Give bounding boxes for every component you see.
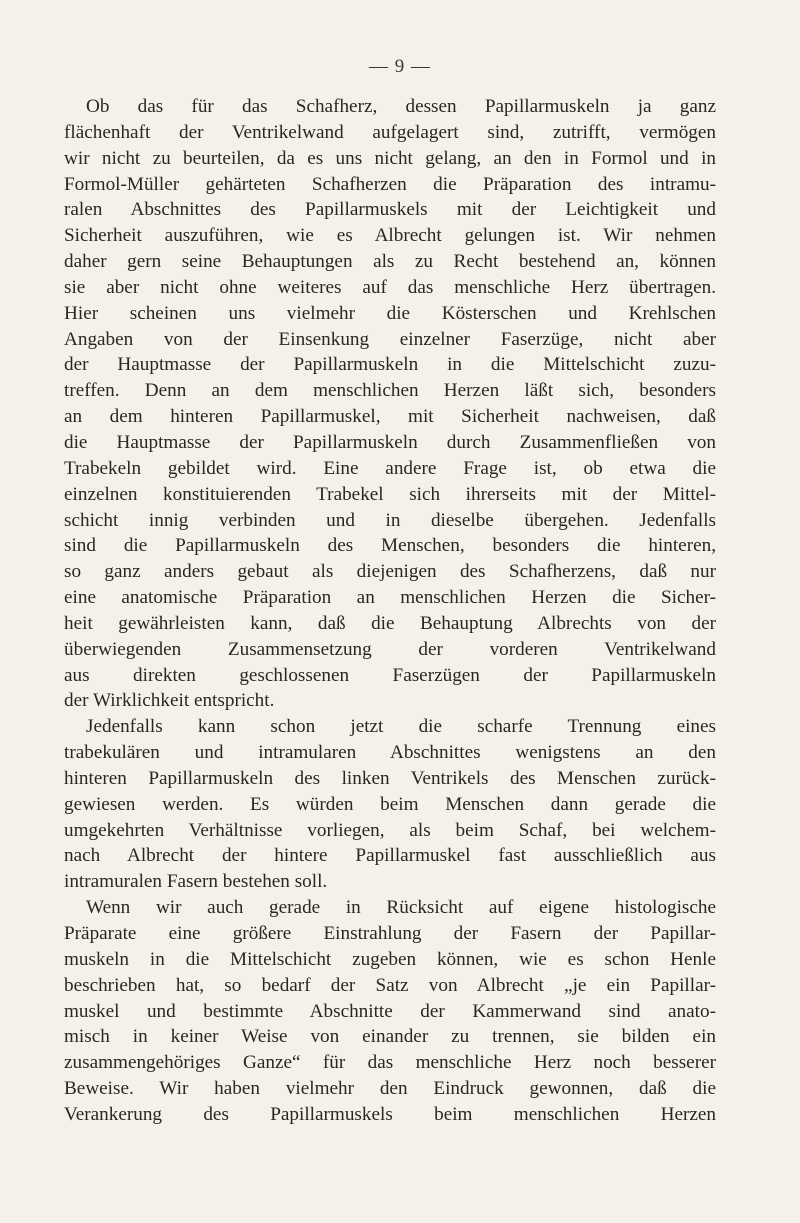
text-line: daher gern seine Behauptungen als zu Recht bestehend an, können [64,251,716,273]
body-text [64,94,716,1128]
text-line: gewiesen werden. Es würden beim Menschen dann gerade die [64,793,716,815]
text-line: sind die Papillarmuskeln des Menschen, besonders die hinteren, [64,535,716,557]
text-line: nach Albrecht der hintere Papillarmuskel fast ausschließlich aus [64,845,716,867]
text-line: hinteren Papillarmuskeln des linken Ventrikels des Menschen zurück- [64,767,716,789]
text-line: überwiegenden Zusammensetzung der vorderen Ventrikelwand [64,638,716,660]
text-line: Präparate eine größere Einstrahlung der Fasern der Papillar- [64,923,716,944]
page-number: — 9 — [369,56,431,77]
text-line: Wenn wir auch gerade in Rücksicht auf eigene histologische [86,897,716,919]
text-line: intramuralen Fasern bestehen soll. [64,871,328,893]
text-line: Ob das für das Schafherz, dessen Papillarmuskeln ja ganz [86,96,716,117]
text-line: Jedenfalls kann schon jetzt die scharfe Trennung eines [86,716,716,738]
text-line: trabekulären und intramularen Abschnittes wenigstens an den [64,742,716,764]
text-line: Beweise. Wir haben vielmehr den Eindruck gewonnen, daß die [64,1078,716,1100]
text-line: muskeln in die Mittelschicht zugeben können, wie es schon Henle [64,948,716,970]
text-line: flächenhaft der Ventrikelwand aufgelagert sind, zutrifft, vermögen [64,121,716,143]
text-line: ralen Abschnittes des Papillarmuskels mit der Leichtigkeit und [64,199,716,221]
text-line: so ganz anders gebaut als diejenigen des Schafherzens, daß nur [64,561,716,583]
text-line: Formol-Müller gehärteten Schafherzen die Präparation des intramu- [64,173,716,195]
text-line: schicht innig verbinden und in dieselbe übergehen. Jedenfalls [64,509,716,531]
text-line: Angaben von der Einsenkung einzelner Faserzüge, nicht aber [64,328,716,350]
text-line: muskel und bestimmte Abschnitte der Kammerwand sind anato- [64,1000,716,1022]
text-line: beschrieben hat, so bedarf der Satz von Albrecht „je ein Papillar- [64,974,716,996]
text-line: misch in keiner Weise von einander zu trennen, sie bilden ein [64,1026,716,1048]
text-line: wir nicht zu beurteilen, da es uns nicht gelang, an den in Formol und in [64,147,716,169]
text-line: heit gewährleisten kann, daß die Behauptung Albrechts von der [64,612,716,634]
text-line: Sicherheit auszuführen, wie es Albrecht gelungen ist. Wir nehmen [64,225,716,247]
text-line: eine anatomische Präparation an menschlichen Herzen die Sicher- [64,587,716,609]
text-line: Verankerung des Papillarmuskels beim menschlichen Herzen [64,1103,716,1125]
text-line: die Hauptmasse der Papillarmuskeln durch Zusammenfließen von [64,431,716,453]
text-line: Hier scheinen uns vielmehr die Kösterschen und Krehlschen [64,302,716,324]
text-line: treffen. Denn an dem menschlichen Herzen läßt sich, besonders [64,380,716,402]
text-line: umgekehrten Verhältnisse vorliegen, als beim Schaf, bei welchem- [64,819,716,841]
text-line: aus direkten geschlossenen Faserzügen der Papillarmuskeln [64,664,716,686]
text-line: zusammengehöriges Ganze“ für das menschliche Herz noch besserer [64,1052,716,1074]
text-line: der Hauptmasse der Papillarmuskeln in die Mittelschicht zuzu- [64,354,716,376]
text-line: Trabekeln gebildet wird. Eine andere Frage ist, ob etwa die [64,457,716,479]
text-line: sie aber nicht ohne weiteres auf das menschliche Herz übertragen. [64,276,716,298]
text-line: einzelnen konstituierenden Trabekel sich ihrerseits mit der Mittel- [64,483,716,505]
text-line: an dem hinteren Papillarmuskel, mit Sicherheit nachweisen, daß [64,406,716,428]
text-line: der Wirklichkeit entspricht. [64,690,275,712]
